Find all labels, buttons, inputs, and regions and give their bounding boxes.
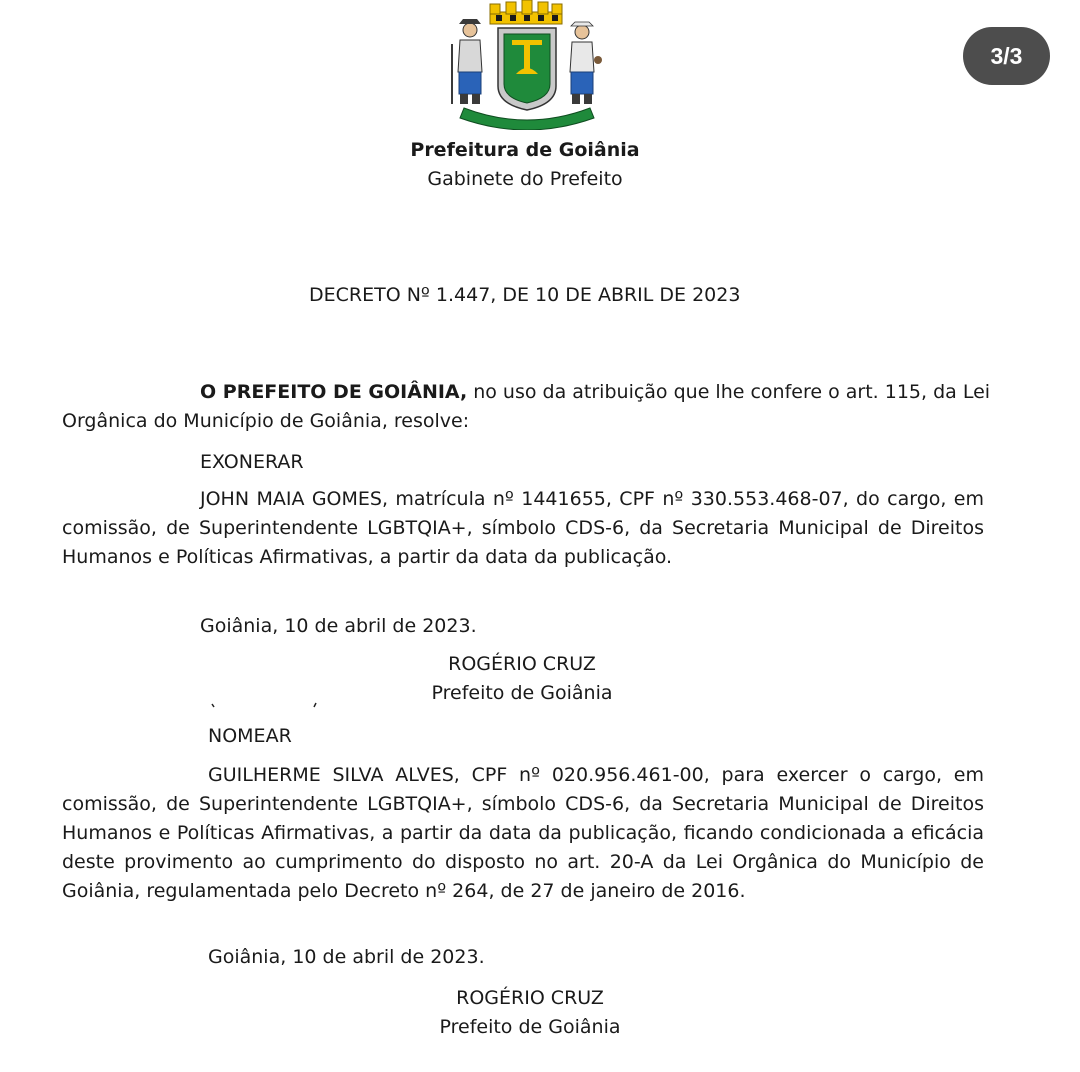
page-counter-badge[interactable]: 3/3 xyxy=(963,27,1050,85)
office-name: Gabinete do Prefeito xyxy=(427,168,623,190)
section2-line: deste provimento ao cumprimento do disposto no art. 20-A da Lei Orgânica do Município de xyxy=(62,851,984,873)
section1-paragraph xyxy=(62,485,984,572)
preamble-paragraph xyxy=(62,378,991,436)
section2-line: Humanos e Políticas Afirmativas, a partir da data da publicação, ficando condicionada a eficácia xyxy=(62,822,984,844)
organization-name: Prefeitura de Goiânia xyxy=(410,139,640,161)
section2-action: NOMEAR xyxy=(208,725,292,747)
section2-signer: ROGÉRIO CRUZ xyxy=(456,987,604,1009)
goiania-coat-of-arms-logo xyxy=(440,0,610,130)
section2-line: Goiânia, regulamentada pelo Decreto nº 264, de 27 de janeiro de 2016. xyxy=(62,880,746,902)
section2-signer-title: Prefeito de Goiânia xyxy=(439,1016,621,1038)
preamble-line1: no uso da atribuição que lhe confere o art. 115, da Lei xyxy=(467,381,991,403)
preamble-lead: O PREFEITO DE GOIÂNIA, xyxy=(200,381,468,403)
section1-date: Goiânia, 10 de abril de 2023. xyxy=(200,615,477,637)
section2-line: comissão, de Superintendente LGBTQIA+, símbolo CDS-6, da Secretaria Municipal de Direitos xyxy=(62,793,984,815)
section1-line: comissão, de Superintendente LGBTQIA+, símbolo CDS-6, da Secretaria Municipal de Direitos xyxy=(62,517,984,539)
section2-date: Goiânia, 10 de abril de 2023. xyxy=(208,946,485,968)
section1-line: JOHN MAIA GOMES, matrícula nº 1441655, CPF nº 330.553.468-07, do cargo, em xyxy=(200,488,984,510)
section1-line: Humanos e Políticas Afirmativas, a partir da data da publicação. xyxy=(62,546,673,568)
section2-line: GUILHERME SILVA ALVES, CPF nº 020.956.461-00, para exercer o cargo, em xyxy=(208,764,984,786)
section2-paragraph xyxy=(62,761,984,906)
preamble-line2: Orgânica do Município de Goiânia, resolve: xyxy=(62,410,470,432)
stray-marks xyxy=(210,700,330,710)
section1-signer: ROGÉRIO CRUZ xyxy=(448,653,596,675)
section1-signer-title: Prefeito de Goiânia xyxy=(431,682,613,704)
decree-title: DECRETO Nº 1.447, DE 10 DE ABRIL DE 2023 xyxy=(309,284,741,306)
section1-action: EXONERAR xyxy=(200,451,304,473)
